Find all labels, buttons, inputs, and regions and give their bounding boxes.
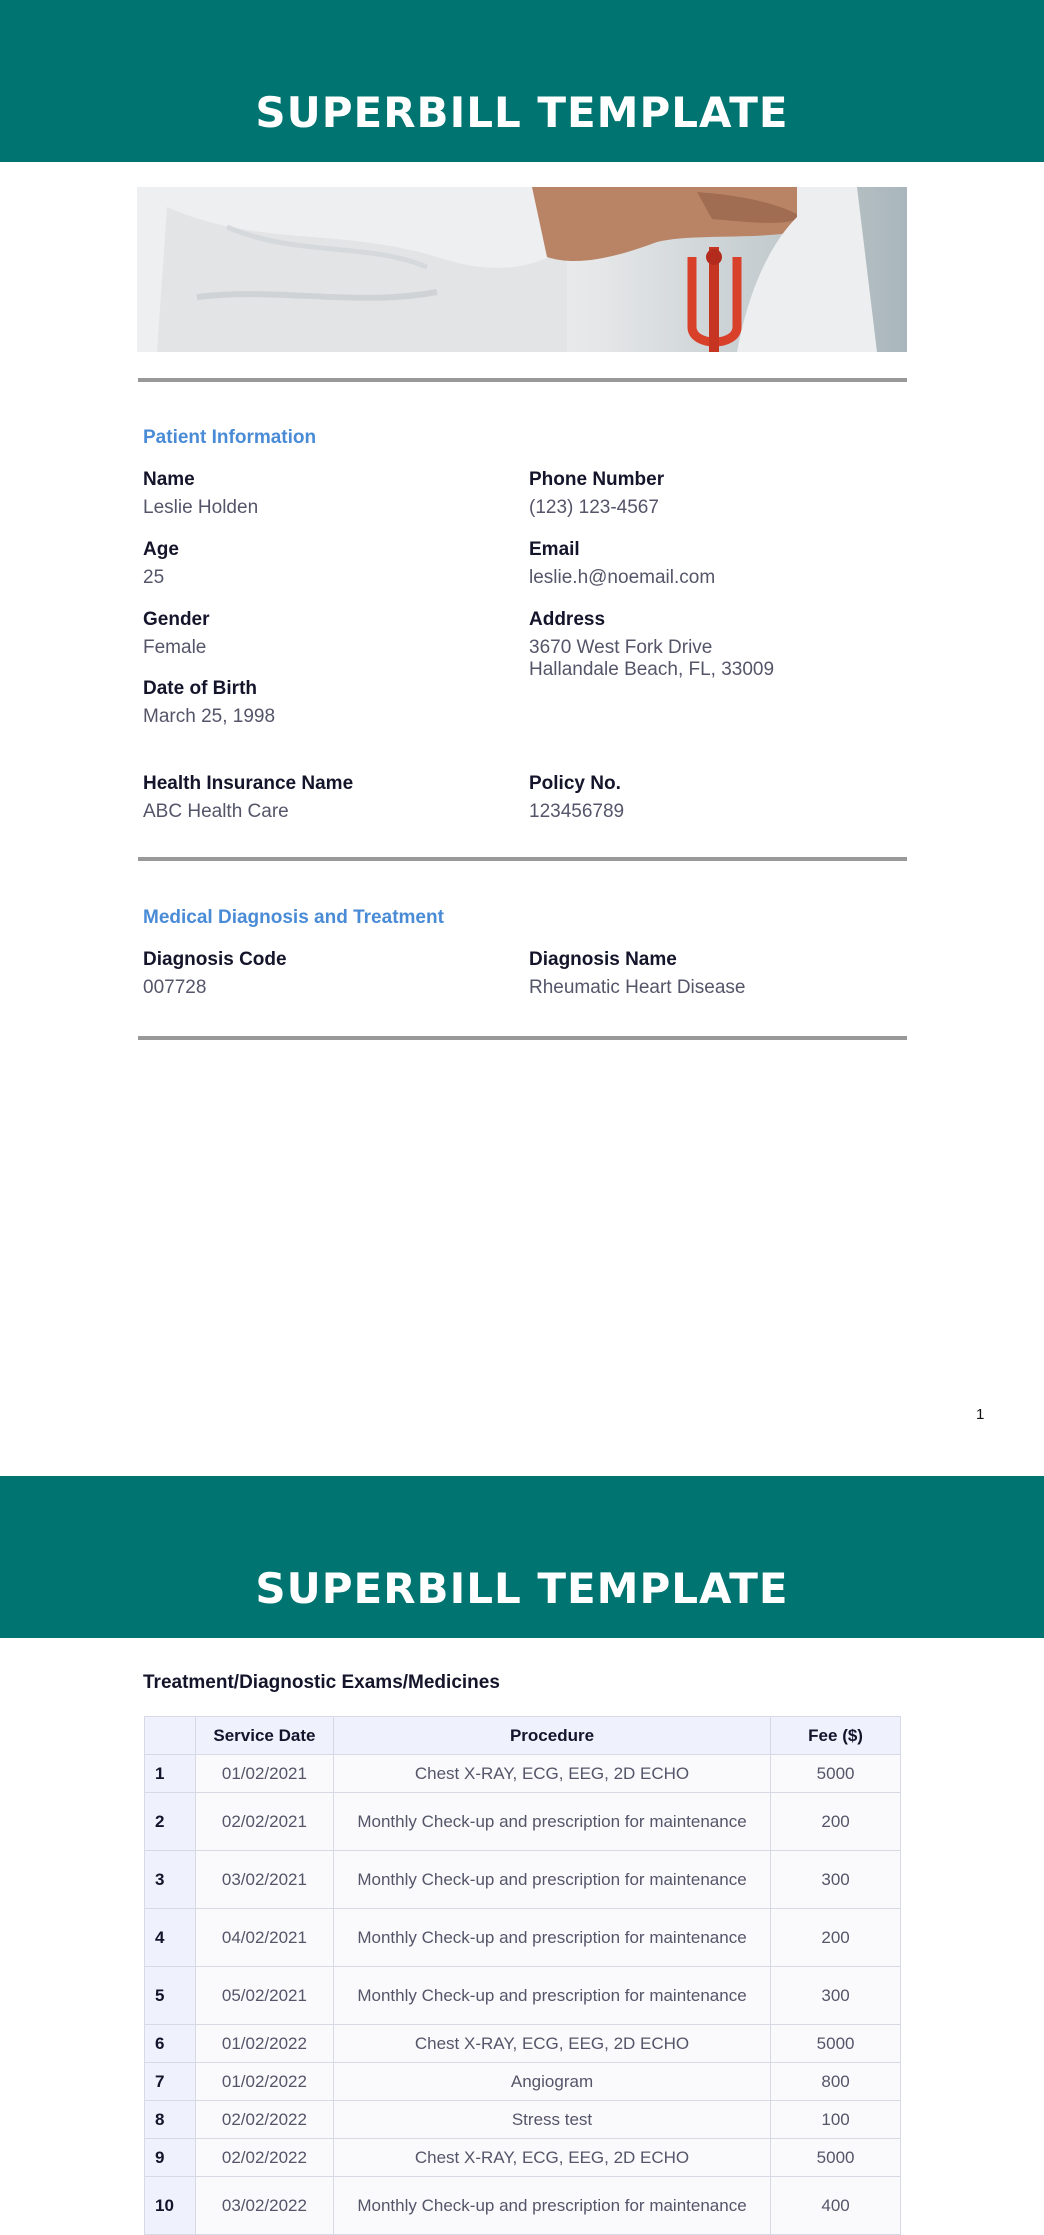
header-banner xyxy=(0,1476,1044,1638)
table-row xyxy=(145,1755,901,1793)
row-fee: 5000 xyxy=(771,2025,901,2063)
field-label: Diagnosis Code xyxy=(143,949,287,970)
table-row xyxy=(145,2101,901,2139)
field-email xyxy=(529,538,909,589)
row-procedure: Monthly Check-up and prescription for maintenance xyxy=(333,1851,770,1909)
column-header-procedure: Procedure xyxy=(333,1717,770,1755)
table-row xyxy=(145,2025,901,2063)
table-row xyxy=(145,2177,901,2235)
row-procedure: Monthly Check-up and prescription for maintenance xyxy=(333,1909,770,1967)
row-index: 2 xyxy=(145,1793,196,1851)
field-diagnosis-code xyxy=(143,948,523,999)
row-date: 04/02/2021 xyxy=(195,1909,333,1967)
row-procedure: Stress test xyxy=(333,2101,770,2139)
row-procedure: Monthly Check-up and prescription for maintenance xyxy=(333,1967,770,2025)
field-label: Diagnosis Name xyxy=(529,949,677,970)
field-label: Date of Birth xyxy=(143,678,257,699)
table-row xyxy=(145,1851,901,1909)
field-label: Phone Number xyxy=(529,469,665,490)
banner-title: SUPERBILL TEMPLATE xyxy=(255,88,789,137)
table-row xyxy=(145,1967,901,2025)
column-header-fee: Fee ($) xyxy=(771,1717,901,1755)
field-value: March 25, 1998 xyxy=(143,706,276,727)
table-row xyxy=(145,1793,901,1851)
table-title: Treatment/Diagnostic Exams/Medicines xyxy=(143,1672,500,1693)
field-label: Email xyxy=(529,539,580,560)
field-label: Gender xyxy=(143,609,210,630)
doctor-photo xyxy=(137,187,907,352)
row-index: 1 xyxy=(145,1755,196,1793)
row-procedure: Monthly Check-up and prescription for maintenance xyxy=(333,1793,770,1851)
field-age xyxy=(143,538,523,589)
row-procedure: Chest X-RAY, ECG, EEG, 2D ECHO xyxy=(333,1755,770,1793)
row-date: 01/02/2022 xyxy=(195,2063,333,2101)
field-value: Hallandale Beach, FL, 33009 xyxy=(529,659,775,680)
row-index: 8 xyxy=(145,2101,196,2139)
field-address xyxy=(529,608,909,681)
field-policy xyxy=(529,772,909,823)
field-value: Rheumatic Heart Disease xyxy=(529,977,746,998)
field-value: (123) 123-4567 xyxy=(529,497,659,518)
field-value: Leslie Holden xyxy=(143,497,259,518)
divider xyxy=(138,378,907,382)
field-label: Address xyxy=(529,609,606,630)
row-date: 03/02/2022 xyxy=(195,2177,333,2235)
row-fee: 200 xyxy=(771,1793,901,1851)
field-value: 007728 xyxy=(143,977,207,998)
header-banner xyxy=(0,0,1044,162)
row-index: 5 xyxy=(145,1967,196,2025)
field-name xyxy=(143,468,523,519)
row-index: 9 xyxy=(145,2139,196,2177)
row-procedure: Chest X-RAY, ECG, EEG, 2D ECHO xyxy=(333,2025,770,2063)
field-value: ABC Health Care xyxy=(143,801,289,822)
row-fee: 300 xyxy=(771,1851,901,1909)
field-value: leslie.h@noemail.com xyxy=(529,567,716,588)
patient-section-title: Patient Information xyxy=(143,427,317,448)
row-index: 4 xyxy=(145,1909,196,1967)
field-insurance xyxy=(143,772,523,823)
row-fee: 800 xyxy=(771,2063,901,2101)
field-value: 3670 West Fork Drive xyxy=(529,637,713,658)
table-header-row xyxy=(145,1717,901,1755)
field-phone xyxy=(529,468,909,519)
doctor-illustration-icon xyxy=(137,187,907,352)
field-dob xyxy=(143,677,523,728)
field-value: Female xyxy=(143,637,207,658)
column-header-index xyxy=(145,1717,196,1755)
field-label: Health Insurance Name xyxy=(143,773,354,794)
divider xyxy=(138,857,907,861)
row-fee: 5000 xyxy=(771,1755,901,1793)
table-row xyxy=(145,2063,901,2101)
row-fee: 5000 xyxy=(771,2139,901,2177)
diagnosis-section-title: Medical Diagnosis and Treatment xyxy=(143,907,444,928)
field-value: 25 xyxy=(143,567,165,588)
row-fee: 100 xyxy=(771,2101,901,2139)
row-fee: 200 xyxy=(771,1909,901,1967)
row-procedure: Angiogram xyxy=(333,2063,770,2101)
banner-title: SUPERBILL TEMPLATE xyxy=(255,1564,789,1613)
field-label: Age xyxy=(143,539,179,560)
field-value: 123456789 xyxy=(529,801,625,822)
field-diagnosis-name xyxy=(529,948,909,999)
row-date: 03/02/2021 xyxy=(195,1851,333,1909)
page-2 xyxy=(0,1476,1044,2216)
row-fee: 300 xyxy=(771,1967,901,2025)
field-gender xyxy=(143,608,523,659)
table-row xyxy=(145,1909,901,1967)
fees-table xyxy=(144,1716,901,2235)
row-fee: 400 xyxy=(771,2177,901,2235)
divider xyxy=(138,1036,907,1040)
row-index: 7 xyxy=(145,2063,196,2101)
row-index: 3 xyxy=(145,1851,196,1909)
row-date: 01/02/2022 xyxy=(195,2025,333,2063)
column-header-service-date: Service Date xyxy=(195,1717,333,1755)
row-procedure: Monthly Check-up and prescription for maintenance xyxy=(333,2177,770,2235)
row-date: 05/02/2021 xyxy=(195,1967,333,2025)
page-number: 1 xyxy=(976,1406,985,1423)
row-index: 6 xyxy=(145,2025,196,2063)
row-index: 10 xyxy=(145,2177,196,2235)
row-date: 01/02/2021 xyxy=(195,1755,333,1793)
field-label: Name xyxy=(143,469,195,490)
field-label: Policy No. xyxy=(529,773,621,794)
row-date: 02/02/2022 xyxy=(195,2139,333,2177)
row-date: 02/02/2021 xyxy=(195,1793,333,1851)
table-row xyxy=(145,2139,901,2177)
row-date: 02/02/2022 xyxy=(195,2101,333,2139)
row-procedure: Chest X-RAY, ECG, EEG, 2D ECHO xyxy=(333,2139,770,2177)
